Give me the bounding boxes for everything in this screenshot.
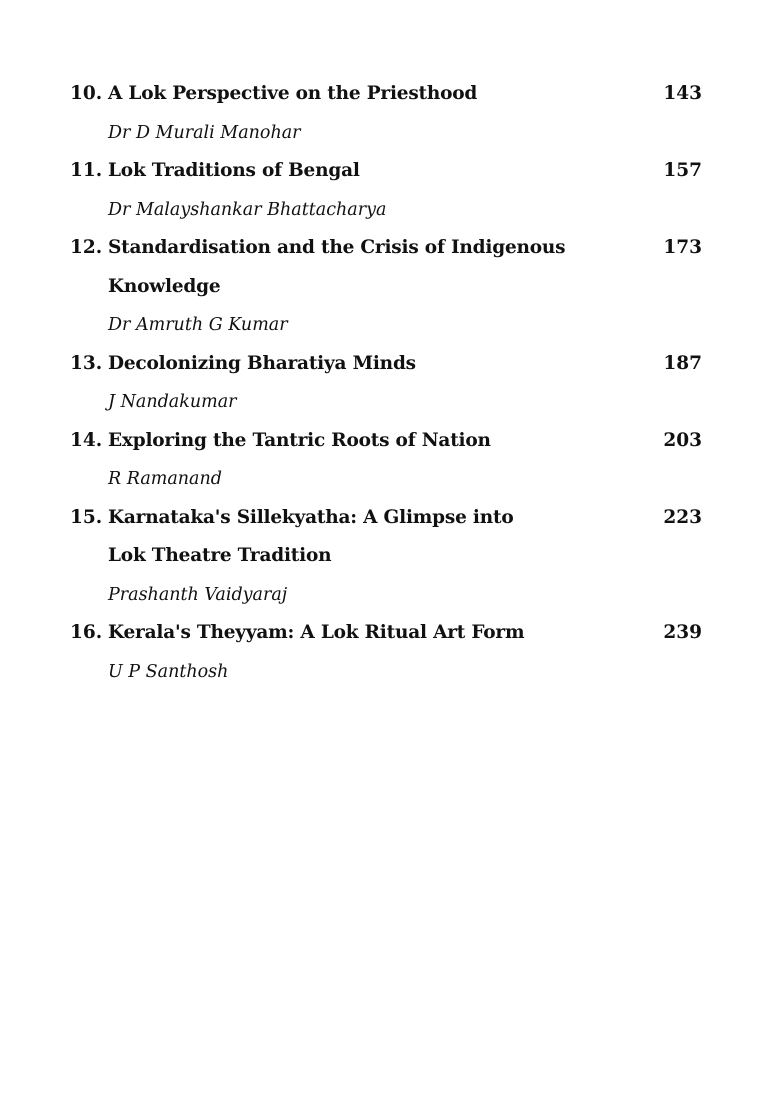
entry-number: 10.: [70, 83, 103, 104]
toc-title-line: [70, 422, 702, 461]
table-of-contents: [70, 75, 702, 691]
toc-title-line: [70, 152, 702, 191]
toc-entry: [70, 229, 702, 345]
entry-page-number: 157: [663, 160, 702, 181]
toc-entry: [70, 499, 702, 615]
toc-entry: [70, 422, 702, 499]
toc-author-line: [70, 114, 702, 153]
entry-author: Dr Malayshankar Bhattacharya: [108, 199, 387, 220]
entry-title: Kerala's Theyyam: A Lok Ritual Art Form: [108, 622, 525, 643]
entry-title: Lok Theatre Tradition: [108, 545, 332, 566]
toc-entry: [70, 345, 702, 422]
entry-number: 12.: [70, 237, 103, 258]
toc-author-line: [70, 383, 702, 422]
entry-title: Exploring the Tantric Roots of Nation: [108, 429, 491, 451]
entry-author: Dr Amruth G Kumar: [108, 315, 288, 335]
entry-title: A Lok Perspective on the Priesthood: [108, 83, 478, 104]
entry-number: 11.: [70, 160, 103, 181]
entry-number: 14.: [70, 429, 103, 451]
toc-author-line: [70, 460, 702, 499]
entry-title: Decolonizing Bharatiya Minds: [108, 352, 416, 374]
toc-author-line: [70, 653, 702, 692]
entry-author: Prashanth Vaidyaraj: [108, 584, 288, 605]
toc-entry: [70, 614, 702, 691]
entry-page-number: 187: [663, 352, 702, 374]
entry-page-number: 173: [663, 237, 702, 258]
toc-title-line: [70, 537, 702, 576]
toc-title-line: [70, 268, 702, 307]
entry-author: R Ramanand: [108, 469, 222, 489]
toc-author-line: [70, 576, 702, 615]
entry-page-number: 143: [663, 83, 702, 104]
entry-page-number: 223: [663, 506, 702, 528]
toc-entry: [70, 75, 702, 152]
toc-title-line: [70, 229, 702, 268]
entry-author: J Nandakumar: [108, 392, 237, 412]
toc-entry: [70, 152, 702, 229]
toc-author-line: [70, 191, 702, 230]
entry-author: U P Santhosh: [108, 661, 229, 682]
entry-page-number: 239: [663, 622, 702, 643]
entry-title: Karnataka's Sillekyatha: A Glimpse into: [108, 506, 514, 528]
entry-number: 13.: [70, 352, 103, 374]
toc-title-line: [70, 345, 702, 384]
entry-title: Lok Traditions of Bengal: [108, 160, 360, 181]
entry-title: Standardisation and the Crisis of Indigenous: [108, 237, 566, 258]
entry-page-number: 203: [663, 429, 702, 451]
entry-number: 15.: [70, 506, 103, 528]
toc-title-line: [70, 614, 702, 653]
toc-title-line: [70, 499, 702, 538]
entry-title: Knowledge: [108, 275, 221, 297]
toc-author-line: [70, 306, 702, 345]
entry-number: 16.: [70, 622, 103, 643]
toc-title-line: [70, 75, 702, 114]
entry-author: Dr D Murali Manohar: [108, 122, 301, 143]
